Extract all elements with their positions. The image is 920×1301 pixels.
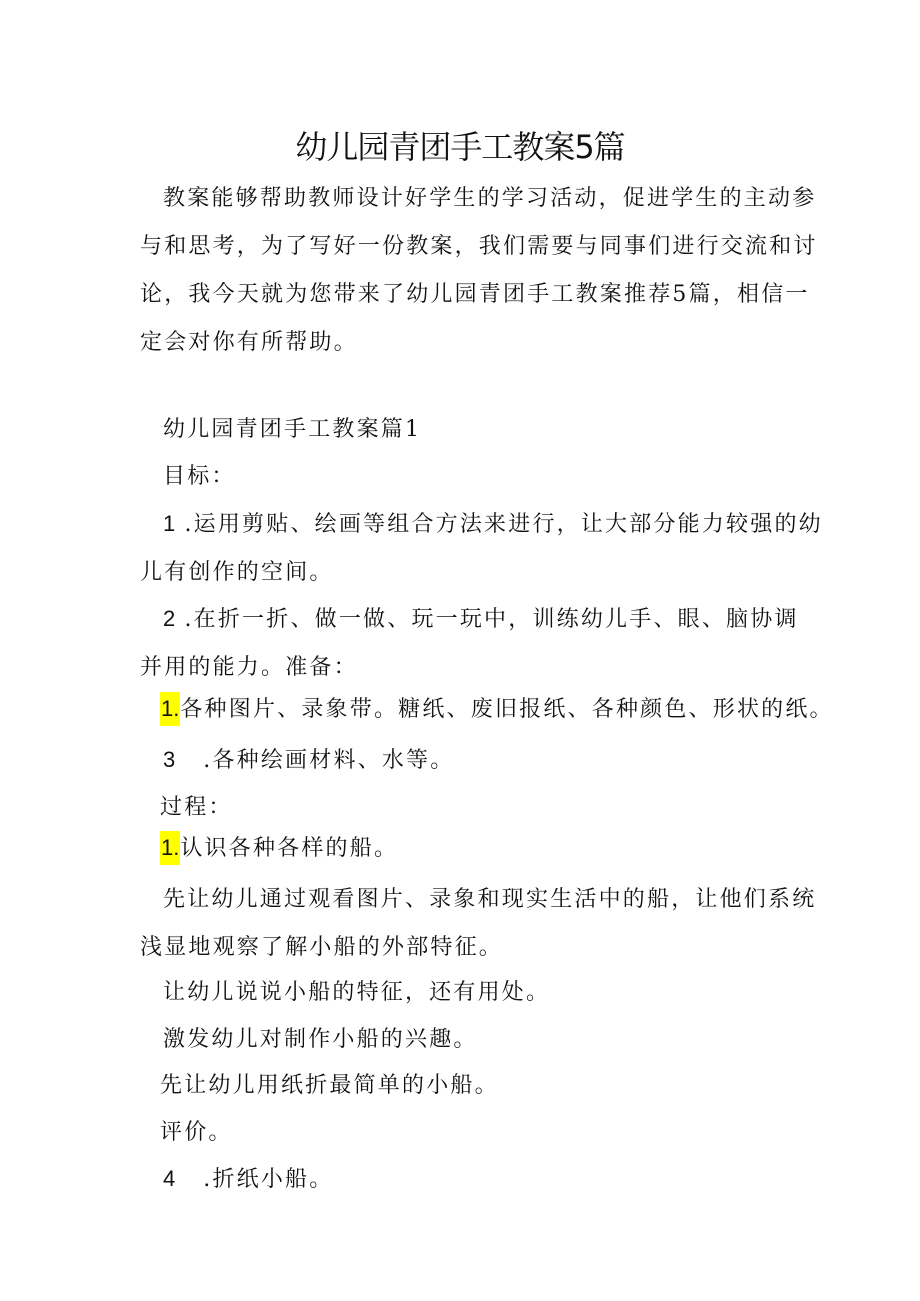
prep-item-3-text: .各种绘画材料、水等。 xyxy=(203,748,455,773)
goal-item-2-continued: 并用的能力。准备： xyxy=(140,655,358,680)
intro-line-2: 与和思考，为了写好一份教案，我们需要与同事们进行交流和讨 xyxy=(140,234,818,259)
paragraph-4: 先让幼儿用纸折最简单的小船。 xyxy=(160,1073,499,1098)
prep-item-3 xyxy=(163,743,454,774)
process-step-4 xyxy=(163,1162,333,1193)
prep-item-1-text: 各种图片、录象带。糖纸、废旧报纸、各种颜色、形状的纸。 xyxy=(180,697,834,722)
process-step-4-number: 4 xyxy=(163,1166,176,1191)
prep-item-3-number: 3 xyxy=(163,747,176,772)
goal-item-2-number: 2 xyxy=(163,606,176,631)
process-step-1 xyxy=(160,831,398,865)
goal-item-1-continued: 儿有创作的空间。 xyxy=(140,560,334,585)
goal-item-1-text: .运用剪贴、绘画等组合方法来进行，让大部分能力较强的幼 xyxy=(184,512,823,537)
process-step-1-text: 认识各种各样的船。 xyxy=(180,836,399,861)
intro-line-4: 定会对你有所帮助。 xyxy=(140,330,358,355)
goal-label: 目标： xyxy=(163,464,236,489)
document-title: 幼儿园青团手工教案5篇 xyxy=(295,128,625,166)
highlighted-number: 1. xyxy=(160,692,180,726)
process-step-4-text: .折纸小船。 xyxy=(203,1167,334,1192)
prep-item-1 xyxy=(160,692,834,726)
section-heading: 幼儿园青团手工教案篇1 xyxy=(163,417,422,442)
goal-item-1 xyxy=(163,507,823,538)
paragraph-3: 激发幼儿对制作小船的兴趣。 xyxy=(163,1027,478,1052)
intro-line-1: 教案能够帮助教师设计好学生的学习活动，促进学生的主动参 xyxy=(163,186,817,211)
intro-line-3: 论，我今天就为您带来了幼儿园青团手工教案推荐5篇，相信一 xyxy=(140,282,810,307)
process-label: 过程： xyxy=(160,795,233,820)
paragraph-2: 让幼儿说说小船的特征，还有用处。 xyxy=(163,980,551,1005)
paragraph-1: 先让幼儿通过观看图片、录象和现实生活中的船，让他们系统 xyxy=(163,887,817,912)
goal-item-2 xyxy=(163,602,799,633)
highlighted-number: 1. xyxy=(160,831,180,865)
paragraph-1-continued: 浅显地观察了解小船的外部特征。 xyxy=(140,935,504,960)
goal-item-1-number: 1 xyxy=(163,511,176,536)
paragraph-5: 评价。 xyxy=(160,1120,233,1145)
goal-item-2-text: .在折一折、做一做、玩一玩中，训练幼儿手、眼、脑协调 xyxy=(184,607,799,632)
